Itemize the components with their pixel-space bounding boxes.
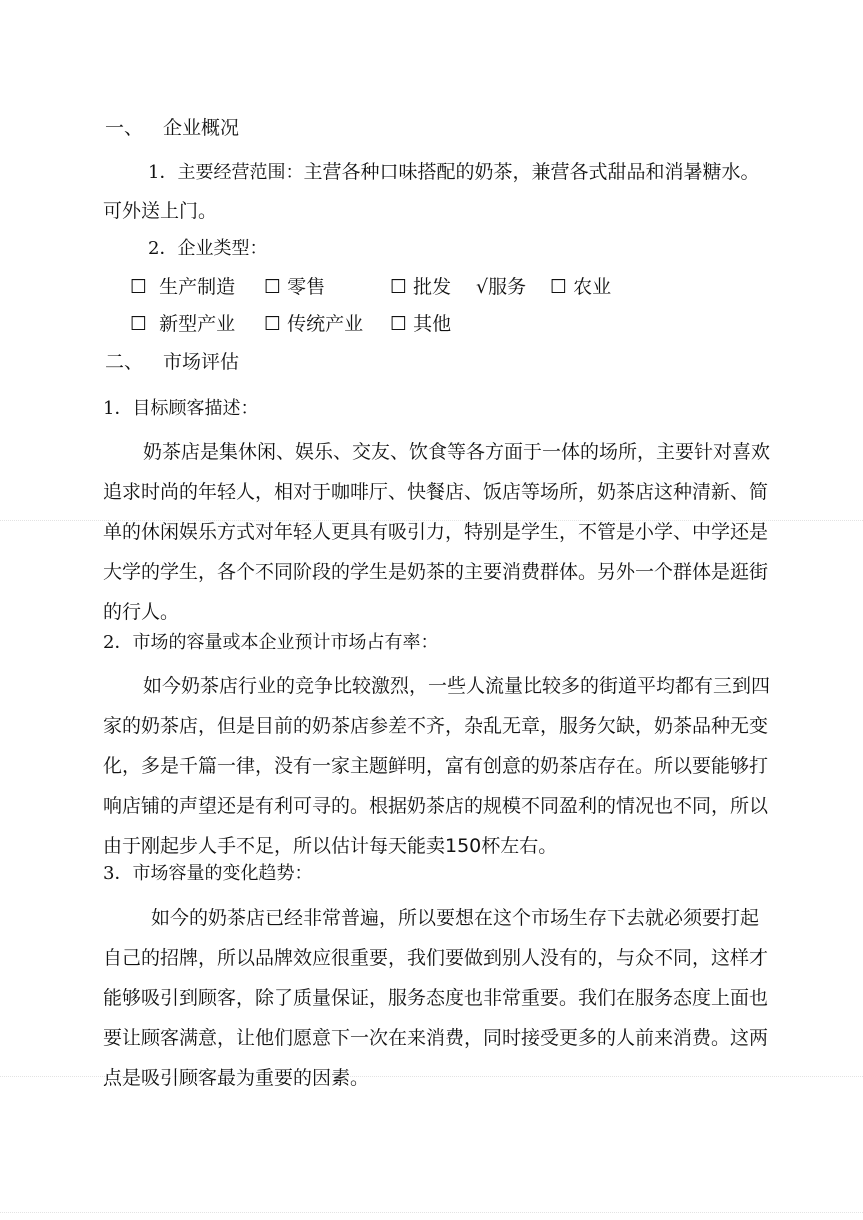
option-other[interactable]: ☐ 其他 xyxy=(390,313,452,335)
option-manufacturing[interactable]: ☐ 生产制造 xyxy=(130,276,236,298)
enterprise-type-label: 2．企业类型： xyxy=(148,238,268,259)
market-trend-paragraph xyxy=(103,898,809,1098)
option-service[interactable]: √服务 xyxy=(476,276,527,298)
paragraph-line: 单的休闲娱乐方式对年轻人更具有吸引力，特别是学生，不管是小学、中学还是 xyxy=(103,521,769,543)
paragraph-line: 要让顾客满意，让他们愿意下一次在来消费，同时接受更多的人前来消费。这两 xyxy=(103,1027,769,1049)
checkbox-icon: ☐ xyxy=(130,276,148,298)
checkbox-icon: ☐ xyxy=(264,313,282,335)
paragraph-line: 大学的学生，各个不同阶段的学生是奶茶的主要消费群体。另外一个群体是逛街 xyxy=(103,561,769,583)
checkbox-icon: ☐ xyxy=(264,276,282,298)
paragraph-line: 家的奶茶店，但是目前的奶茶店参差不齐，杂乱无章，服务欠缺，奶茶品种无变 xyxy=(103,715,769,737)
section-2-title: 市场评估 xyxy=(163,351,240,373)
option-new-industry[interactable]: ☐ 新型产业 xyxy=(130,313,236,335)
paragraph-line: 奶茶店是集休闲、娱乐、交友、饮食等各方面于一体的场所，主要针对喜欢 xyxy=(143,441,771,463)
paragraph-line: 如今的奶茶店已经非常普遍，所以要想在这个市场生存下去就必须要打起 xyxy=(151,907,760,929)
dotted-guide xyxy=(0,1212,863,1213)
paragraph-line: 的行人。 xyxy=(103,601,180,623)
target-customers-label: 1．目标顾客描述： xyxy=(103,398,259,419)
paragraph-line: 追求时尚的年轻人，相对于咖啡厅、快餐店、饭店等场所，奶茶店这种清新、简 xyxy=(103,481,769,503)
business-scope-text: 主营各种口味搭配的奶茶，兼营各式甜品和消暑糖水。 xyxy=(303,161,760,183)
paragraph-line: 化，多是千篇一律，没有一家主题鲜明，富有创意的奶茶店存在。所以要能够打 xyxy=(103,755,769,777)
market-capacity-label: 2．市场的容量或本企业预计市场占有率： xyxy=(103,632,439,653)
business-scope-continued: 可外送上门。 xyxy=(103,200,218,222)
business-scope-line xyxy=(148,160,759,185)
section-1-heading xyxy=(105,116,239,140)
section-2-heading xyxy=(105,350,239,374)
option-traditional-industry[interactable]: ☐ 传统产业 xyxy=(264,313,364,335)
section-1-title: 企业概况 xyxy=(163,117,240,139)
option-retail[interactable]: ☐ 零售 xyxy=(264,276,326,298)
paragraph-line: 由于刚起步人手不足，所以估计每天能卖150杯左右。 xyxy=(103,835,558,857)
checkbox-icon: ☐ xyxy=(390,276,408,298)
paragraph-line: 点是吸引顾客最为重要的因素。 xyxy=(103,1067,370,1089)
option-agriculture[interactable]: ☐ 农业 xyxy=(550,276,612,298)
paragraph-line: 自己的招牌，所以品牌效应很重要，我们要做到别人没有的，与众不同，这样才 xyxy=(103,947,769,969)
market-trend-label: 3．市场容量的变化趋势： xyxy=(103,863,313,884)
enterprise-type-options-row-2 xyxy=(0,312,863,336)
checkbox-icon: ☐ xyxy=(390,313,408,335)
target-customers-paragraph xyxy=(103,432,809,632)
checkbox-icon: ☐ xyxy=(550,276,568,298)
checkbox-icon: ☐ xyxy=(130,313,148,335)
enterprise-type-options-row-1 xyxy=(0,275,863,299)
paragraph-line: 如今奶茶店行业的竞争比较激烈，一些人流量比较多的街道平均都有三到四 xyxy=(143,675,771,697)
paragraph-line: 能够吸引到顾客，除了质量保证，服务态度也非常重要。我们在服务态度上面也 xyxy=(103,987,769,1009)
market-capacity-paragraph xyxy=(103,666,809,866)
paragraph-line: 响店铺的声望还是有利可寻的。根据奶茶店的规模不同盈利的情况也不同，所以 xyxy=(103,795,769,817)
business-scope-label: 1．主要经营范围： xyxy=(148,162,304,183)
option-wholesale[interactable]: ☐ 批发 xyxy=(390,276,452,298)
checkmark-icon: √ xyxy=(476,276,489,298)
section-1-number: 一、 xyxy=(105,117,144,139)
section-2-number: 二、 xyxy=(105,351,144,373)
